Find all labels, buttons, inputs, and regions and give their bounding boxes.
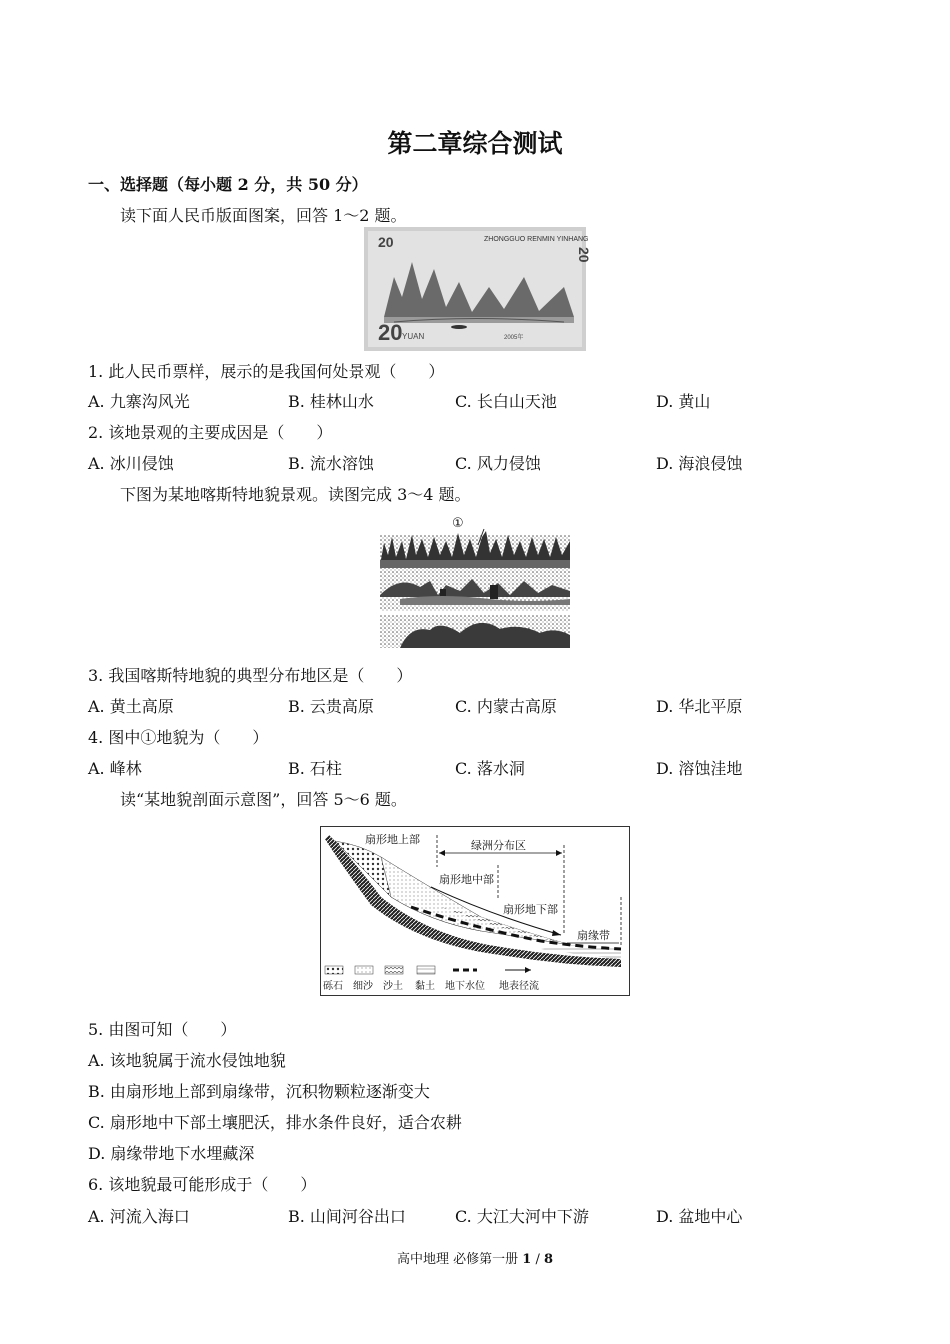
- legend-water-table: 地下水位: [445, 981, 485, 992]
- karst-marker: ①: [452, 516, 464, 531]
- q1-option-c: C. 长白山天池: [455, 392, 557, 411]
- footer-book: 高中地理 必修第一册: [396, 1252, 519, 1267]
- q1-option-d: D. 黄山: [656, 392, 711, 411]
- banknote-image: [364, 227, 592, 351]
- q5-option-b: B. 由扇形地上部到扇缘带，沉积物颗粒逐渐变大: [88, 1082, 430, 1101]
- page-title: 第二章综合测试: [387, 129, 563, 158]
- q6-stem: 6. 该地貌最可能形成于（ ）: [88, 1175, 317, 1194]
- banknote-denomination-bottom: 20: [378, 320, 403, 345]
- legend-sand-soil: 沙土: [383, 981, 403, 992]
- footer-separator: /: [531, 1252, 544, 1267]
- q4-option-b: B. 石柱: [288, 759, 342, 778]
- legend-fine-sand: 细沙: [353, 981, 373, 992]
- banknote-denomination-top: 20: [378, 234, 394, 250]
- intro-2: 下图为某地喀斯特地貌景观。读图完成 3～4 题。: [120, 485, 471, 504]
- q3-option-a: A. 黄土高原: [88, 697, 174, 716]
- fan-label-oasis: 绿洲分布区: [471, 839, 526, 852]
- intro-1: 读下面人民币版面图案，回答 1～2 题。: [120, 206, 407, 225]
- q2-option-b: B. 流水溶蚀: [288, 454, 374, 473]
- q6-option-a: A. 河流入海口: [88, 1207, 190, 1226]
- q3-stem: 3. 我国喀斯特地貌的典型分布地区是（ ）: [88, 666, 413, 685]
- q5-option-d: D. 扇缘带地下水埋藏深: [88, 1144, 255, 1163]
- q2-option-c: C. 风力侵蚀: [455, 454, 541, 473]
- q6-option-d: D. 盆地中心: [656, 1207, 743, 1226]
- q1-option-a: A. 九寨沟风光: [88, 392, 190, 411]
- karst-image: [380, 515, 570, 648]
- q4-stem: 4. 图中①地貌为（ ）: [88, 728, 269, 747]
- q6-option-b: B. 山间河谷出口: [288, 1207, 406, 1226]
- legend-clay: 黏土: [415, 981, 435, 992]
- legend-runoff: 地表径流: [499, 981, 539, 992]
- q5-stem: 5. 由图可知（ ）: [88, 1020, 237, 1039]
- q2-option-a: A. 冰川侵蚀: [88, 454, 174, 473]
- banknote-year: 2005年: [504, 335, 524, 341]
- q3-option-d: D. 华北平原: [656, 697, 743, 716]
- banknote-yuan: YUAN: [402, 332, 425, 341]
- q2-stem: 2. 该地景观的主要成因是（ ）: [88, 423, 333, 442]
- section-heading: 一、选择题（每小题 2 分，共 50 分）: [88, 175, 368, 194]
- q1-option-b: B. 桂林山水: [288, 392, 374, 411]
- fan-diagram: [320, 826, 630, 996]
- q1-stem: 1. 此人民币票样，展示的是我国何处景观（ ）: [88, 362, 445, 381]
- footer-total: 8: [543, 1252, 554, 1267]
- q6-option-c: C. 大江大河中下游: [455, 1207, 589, 1226]
- q4-option-d: D. 溶蚀洼地: [656, 759, 743, 778]
- q4-option-c: C. 落水洞: [455, 759, 525, 778]
- q5-option-a: A. 该地貌属于流水侵蚀地貌: [88, 1051, 286, 1070]
- banknote-denomination-side: 20: [576, 247, 592, 263]
- page-footer: [0, 1248, 950, 1267]
- fan-label-lower: 扇形地下部: [503, 903, 558, 916]
- q2-option-d: D. 海浪侵蚀: [656, 454, 743, 473]
- fan-label-edge: 扇缘带: [577, 929, 610, 942]
- q3-option-c: C. 内蒙古高原: [455, 697, 557, 716]
- legend-gravel: 砾石: [323, 981, 343, 992]
- intro-3: 读“某地貌剖面示意图”，回答 5～6 题。: [120, 790, 407, 809]
- fan-label-middle: 扇形地中部: [439, 873, 494, 886]
- q5-option-c: C. 扇形地中下部土壤肥沃，排水条件良好，适合农耕: [88, 1113, 462, 1132]
- q4-option-a: A. 峰林: [88, 759, 142, 778]
- fan-label-upper: 扇形地上部: [365, 833, 420, 846]
- footer-page: 1: [522, 1252, 532, 1267]
- banknote-top-text: ZHONGGUO RENMIN YINHANG: [484, 236, 589, 243]
- q3-option-b: B. 云贵高原: [288, 697, 374, 716]
